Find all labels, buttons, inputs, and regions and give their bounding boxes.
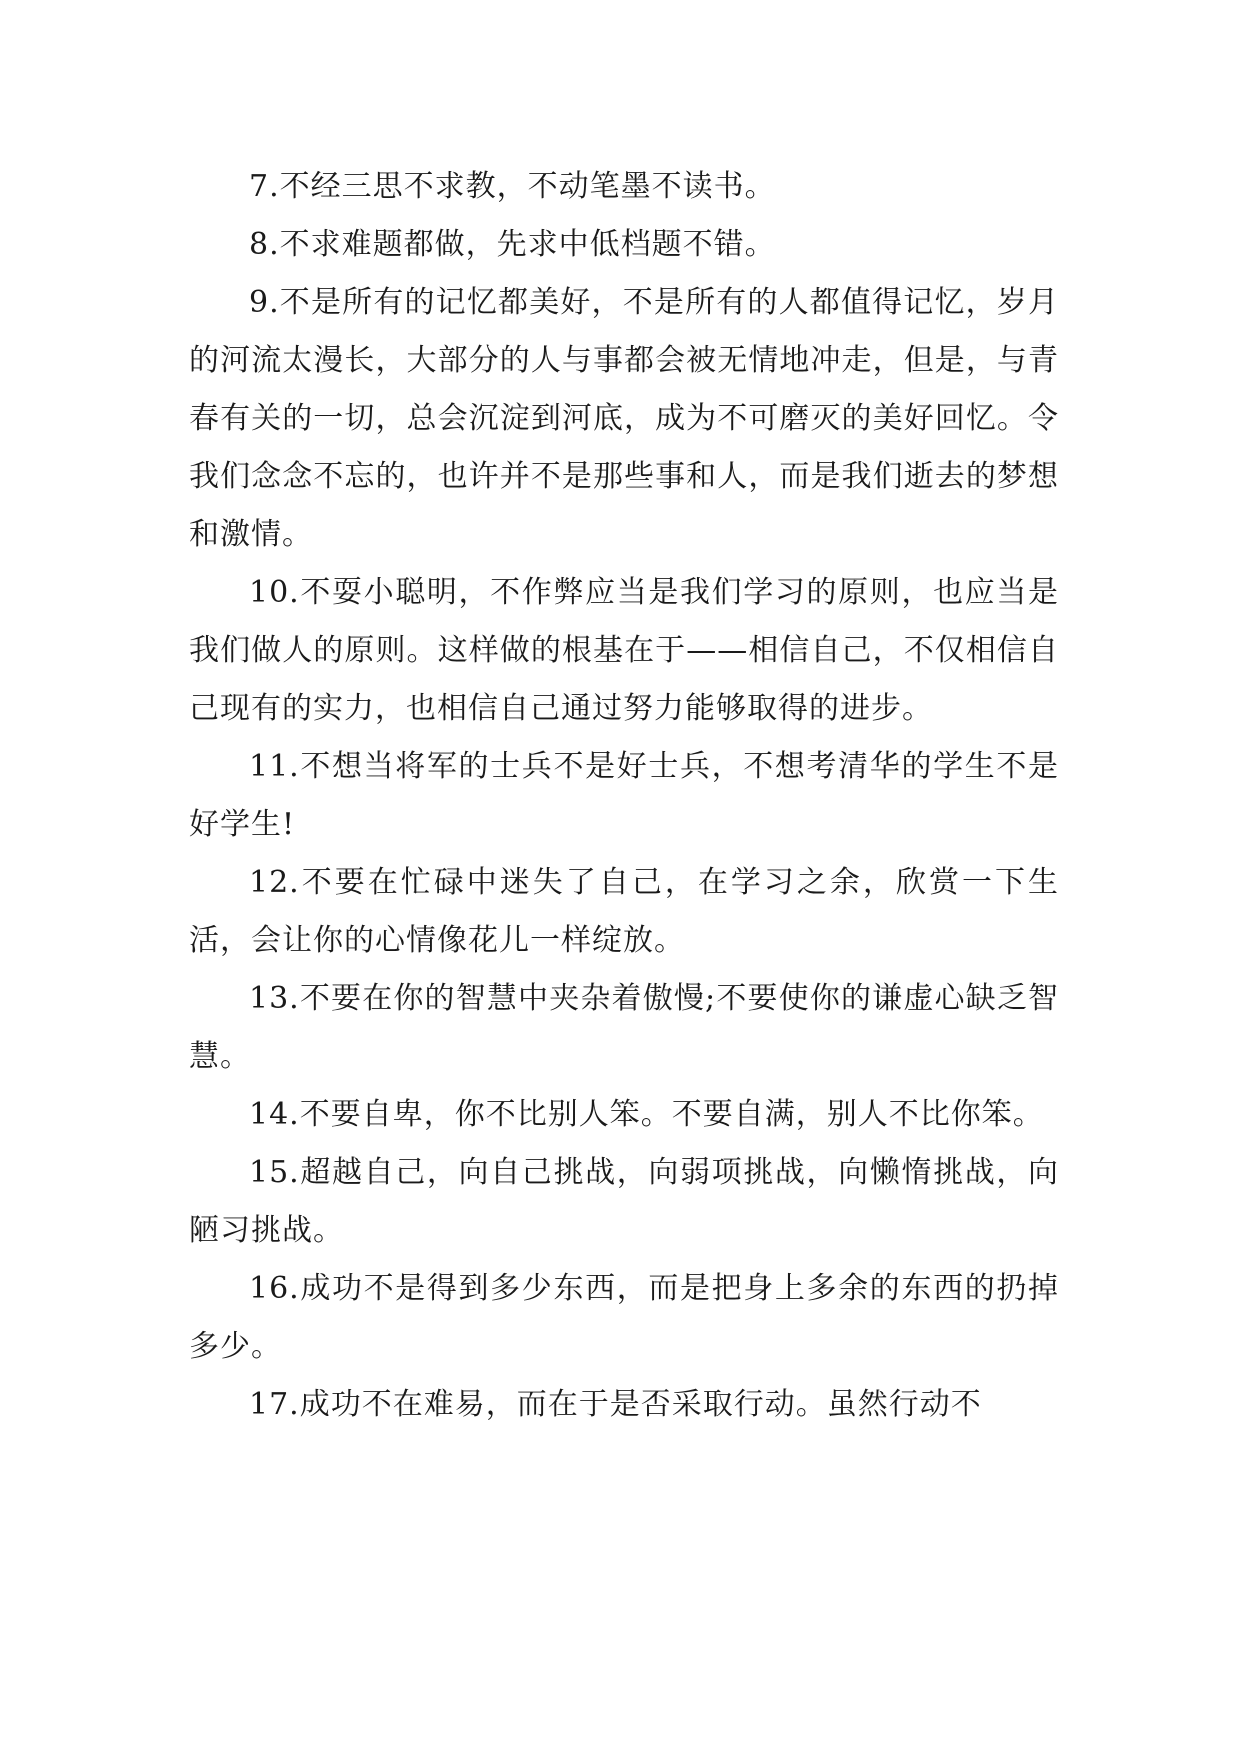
paragraph-10: 10.不耍小聪明，不作弊应当是我们学习的原则，也应当是我们做人的原则。这样做的根基在于——相信自己，不仅相信自己现有的实力，也相信自己通过努力能够取得的进步。 bbox=[189, 575, 1059, 726]
paragraph-13: 13.不要在你的智慧中夹杂着傲慢;不要使你的谦虚心缺乏智慧。 bbox=[189, 981, 1059, 1074]
paragraph-9: 9.不是所有的记忆都美好，不是所有的人都值得记忆，岁月的河流太漫长，大部分的人与事都会被无情地冲走，但是，与青春有关的一切，总会沉淀到河底，成为不可磨灭的美好回忆。令我们念念不忘的，也许并不是那些事和人，而是我们逝去的梦想和激情。 bbox=[189, 285, 1059, 552]
paragraph-11: 11.不想当将军的士兵不是好士兵，不想考清华的学生不是好学生! bbox=[189, 749, 1059, 842]
paragraph-7: 7.不经三思不求教，不动笔墨不读书。 bbox=[249, 169, 776, 204]
paragraph-8: 8.不求难题都做，先求中低档题不错。 bbox=[249, 227, 776, 262]
paragraph-15: 15.超越自己，向自己挑战，向弱项挑战，向懒惰挑战，向陋习挑战。 bbox=[189, 1155, 1059, 1248]
document-body bbox=[189, 158, 1059, 1434]
paragraph-12: 12.不要在忙碌中迷失了自己，在学习之余，欣赏一下生活，会让你的心情像花儿一样绽放。 bbox=[189, 865, 1059, 958]
paragraph-17: 17.成功不在难易，而在于是否采取行动。虽然行动不 bbox=[249, 1387, 982, 1422]
paragraph-14: 14.不要自卑，你不比别人笨。不要自满，别人不比你笨。 bbox=[249, 1097, 1044, 1132]
paragraph-16: 16.成功不是得到多少东西，而是把身上多余的东西的扔掉多少。 bbox=[189, 1271, 1059, 1364]
